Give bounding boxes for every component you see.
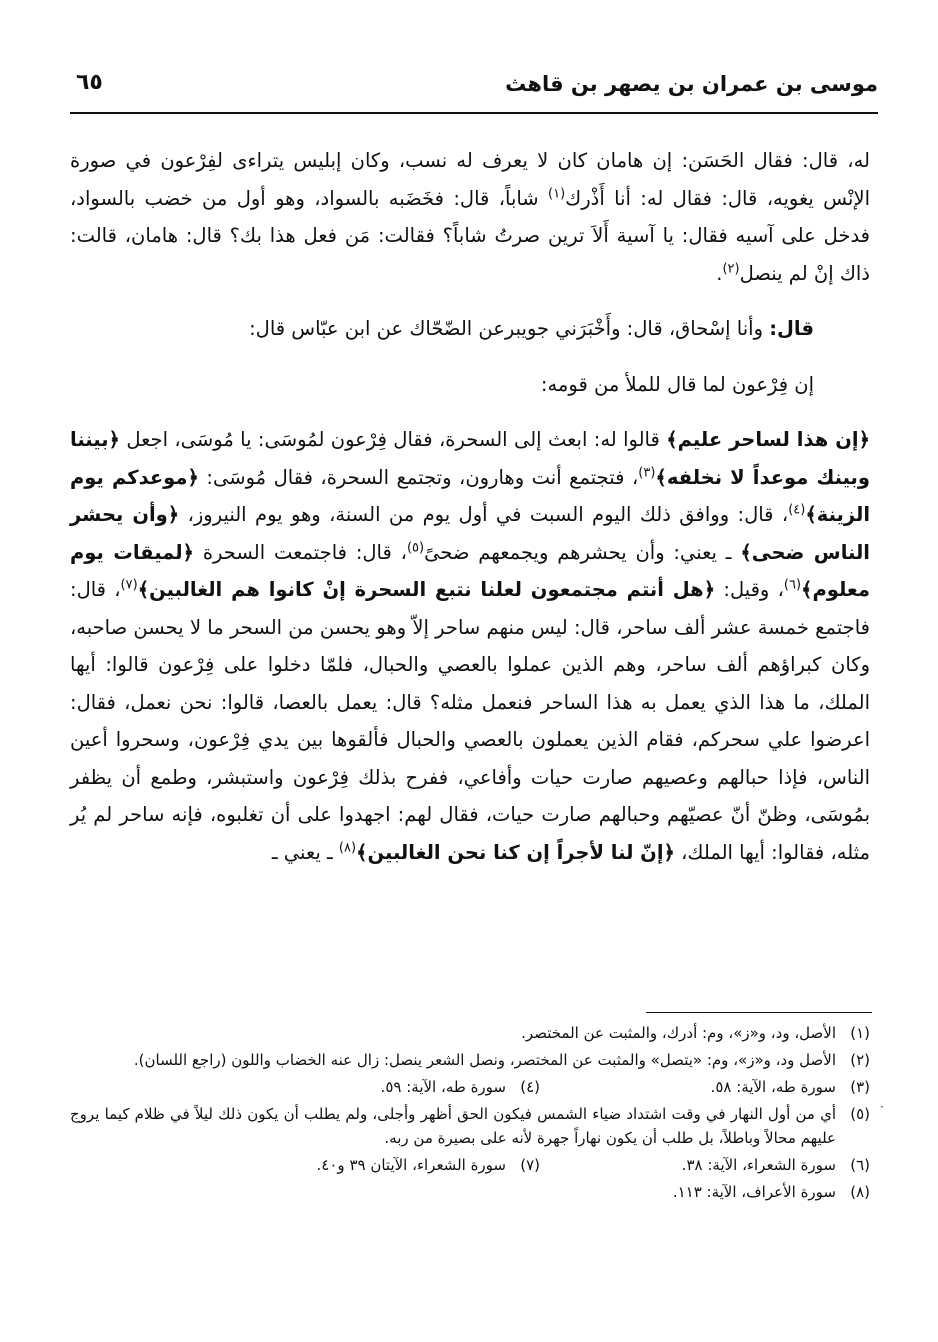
quran-quote: ﴿وأن يحشر الناس ضحى﴾ — [70, 503, 870, 564]
footnote-number: (٥) — [850, 1105, 870, 1123]
footnote-ref-5: (٥) — [406, 540, 425, 555]
text-run: ـ يعني: وأن يحشرهم ويجمعهم ضحىً — [424, 540, 741, 564]
text-run: ، قال: فاجتمع خمسة عشر ألف ساحر، قال: ليس منهم ساحر إلاّ وهو يحسن من السحر ما لا يحسن صاحبه، وكان كبراؤهم ألف ساحر، وهم الذين عملوا بالعصي والحبال، فلمّا دخلوا على فِرْعون قالوا: أيها الملك، ما هذا الذي يعمل به هذا الساحر فنعمل مثله؟ قال: يعمل بالعصا، قالوا: نحن نعمل، فقال: اعرضوا علي سحركم، فقام الذين يعملون بالعصي والحبال فألقوها بين يدي فِرْعون، وسحروا أعين الناس، فإذا حبالهم وعصيهم صارت حيات وأفاعي، ففرح بذلك فِرْعون واستبشر، وطمع أن يظفر بمُوسَى، وظنّ أنّ عصيّهم وحبالهم صارت حيات، فقال لهم: اجهدوا على أن تغلبوه، فإنه ساحر لم يُر مثله، فقالوا: أيها الملك، — [70, 578, 870, 864]
quran-quote: ﴿إن هذا لساحر عليم﴾ — [666, 428, 870, 451]
text-run: . — [716, 261, 723, 285]
footnote-number: (٤) — [520, 1078, 540, 1096]
footnote-text: سورة الأعراف، الآية: ١١٣. — [672, 1183, 836, 1201]
footnote-pair-3-4 — [70, 1075, 870, 1099]
footnote-ref-6: (٦) — [783, 577, 802, 593]
footnote-pair-6-7 — [70, 1153, 870, 1177]
text-run: له، قال: فقال الحَسَن: إن هامان كان لا يعرف له نسب، وكان إبليس يتراءى لفِرْعون في صورة الإنْس يغويه، قال: فقال له: أنا أَذْرك — [70, 149, 870, 210]
footnotes — [70, 1021, 870, 1207]
speaker-label: قال: — [769, 317, 814, 340]
paragraph-4 — [70, 421, 870, 871]
text-run: ـ يعني ـ — [271, 840, 339, 864]
page-header — [70, 64, 878, 114]
footnote-divider — [646, 1012, 872, 1013]
footnote-text: الأصل ود، و«ز»، وم: «يتصل» والمثبت عن المختصر، ونصل الشعر ينصل: زال عنه الخضاب واللون (راجع اللسان). — [133, 1051, 836, 1069]
paragraph-3: إن فِرْعون لما قال للملأ من قومه: — [540, 372, 814, 396]
text-run: ، قال: ووافق ذلك اليوم السبت في أول يوم من السنة، وهو يوم النيروز، — [179, 503, 789, 526]
text-run: شاباً، قال: فخَضَبه بالسواد، وهو أول من خضب بالسواد، فدخل على آسيه فقال: يا آسية أَلاَ ترين صرتُ شاباً؟ فقالت: مَن فعل هذا بك؟ قال: هامان، قالت: ذاك إنْ لم ينصل — [70, 186, 870, 285]
footnote-6 — [540, 1153, 870, 1177]
quran-quote: ﴿هل أنتم مجتمعون لعلنا نتبع السحرة إنْ كانوا هم الغالبين﴾ — [137, 578, 716, 601]
footnote-number: (٣) — [850, 1078, 870, 1096]
footnote-4 — [210, 1075, 540, 1099]
footnote-7 — [210, 1153, 540, 1177]
footnote-3 — [540, 1075, 870, 1099]
footnote-number: (٧) — [520, 1156, 540, 1174]
text-run: قالوا له: ابعث إلى السحرة، فقال فِرْعون لمُوسَى: يا مُوسَى، اجعل — [119, 428, 667, 451]
footnote-text: سورة الشعراء، الآية: ٣٨. — [681, 1156, 836, 1174]
footnote-ref-3: (٣) — [638, 465, 656, 480]
quran-quote: ﴿إنّ لنا لأجراً إن كنا نحن الغالبين﴾ — [356, 840, 675, 864]
paragraph-1 — [70, 142, 870, 292]
text-run: وأنا إسْحاق، قال: وأَخْبَرَني جويبرعن الضّحّاك عن ابن عبّاس قال: — [249, 317, 770, 340]
footnote-text: سورة الشعراء، الآيتان ٣٩ و٤٠. — [316, 1156, 506, 1174]
footnote-number: (٢) — [850, 1051, 870, 1069]
footnote-text: سورة طه، الآية: ٥٨. — [710, 1078, 836, 1096]
paragraph-2 — [70, 310, 870, 348]
footnote-text: سورة طه، الآية: ٥٩. — [380, 1078, 506, 1096]
quran-quote: ﴿بيننا وبينك موعداً لا نخلفه﴾ — [70, 428, 870, 489]
footnote-ref-1: (١) — [548, 186, 566, 201]
footnote-ref-4: (٤) — [788, 502, 806, 518]
footnote-ref-8: (٨) — [338, 840, 357, 855]
footnote-5 — [70, 1102, 870, 1150]
footnote-text: أي من أول النهار في وقت اشتداد ضياء الشمس فيكون الحق أظهر وأجلى، ولم يطلب أن يكون ذلك ليلاً في ظلام كيما يروج عليهم محالاً وباطلاً، بل طلب أن يكون نهاراً جهرة لأنه على بصيرة من ربه. — [70, 1105, 836, 1147]
margin-mark: · — [880, 1100, 884, 1114]
footnote-ref-2: (٢) — [722, 261, 740, 276]
page-number: ٦٥ — [76, 70, 103, 95]
footnote-number: (١) — [850, 1024, 870, 1042]
main-text — [70, 142, 870, 871]
footnote-ref-7: (٧) — [120, 577, 138, 593]
quran-quote: ﴿موعدكم يوم الزينة﴾ — [70, 465, 870, 526]
footnote-number: (٦) — [850, 1156, 870, 1174]
footnote-text: الأصل، ود، و«ز»، وم: أدرك، والمثبت عن المختصر. — [521, 1024, 836, 1042]
footnote-2 — [70, 1048, 870, 1072]
text-run: ، قال: فاجتمعت السحرة — [194, 540, 407, 564]
footnote-1 — [70, 1021, 870, 1045]
running-title: موسى بن عمران بن يصهر بن قاهث — [505, 72, 878, 96]
text-run: ، فتجتمع أنت وهارون، وتجتمع السحرة، فقال مُوسَى: — [198, 465, 639, 489]
quran-quote: ﴿لميقات يوم معلوم﴾ — [70, 540, 870, 601]
footnote-number: (٨) — [850, 1183, 870, 1201]
footnote-8 — [70, 1180, 870, 1204]
text-run: ، وقيل: — [715, 578, 784, 601]
